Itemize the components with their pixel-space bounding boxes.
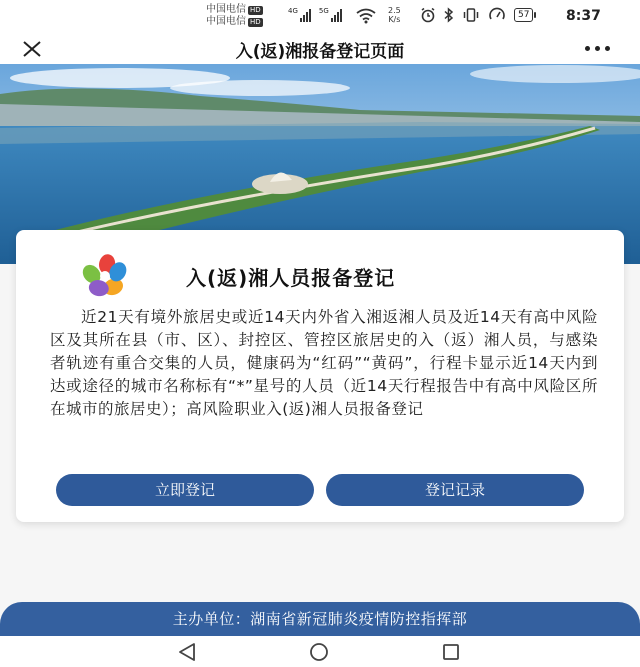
register-now-button[interactable]: 立即登记 bbox=[56, 474, 314, 506]
flower-logo-icon bbox=[70, 254, 140, 298]
carrier-info bbox=[206, 4, 263, 27]
registration-card bbox=[16, 230, 624, 522]
data-saver-icon bbox=[488, 7, 506, 23]
card-description: 近21天有境外旅居史或近14天内外省入湘返湘人员及近14天有高中风险区及其所在县（市、区）、封控区、管控区旅居史的入（返）湘人员，与感染者轨迹有重合交集的人员，健康码为“红码”“黄码”，行程卡显示近14天内到达或途径的城市名称标有“*”星号的人员（近14天行程报告中有高中风险区所在城市的旅居史）；高风险职业入(返)湘人员报备登记 bbox=[50, 308, 598, 418]
alarm-icon bbox=[420, 7, 436, 23]
status-time: 8:37 bbox=[566, 8, 601, 24]
carrier-1: 中国电信 HD bbox=[206, 4, 261, 15]
wifi-icon bbox=[356, 8, 376, 24]
carrier-2: 中国电信 HD bbox=[206, 16, 261, 27]
registration-records-button[interactable]: 登记记录 bbox=[326, 474, 584, 506]
card-title: 入(返)湘人员报备登记 bbox=[186, 266, 396, 290]
status-bar bbox=[0, 0, 640, 32]
hd-badge: HD bbox=[250, 6, 261, 14]
more-icon[interactable] bbox=[585, 46, 610, 51]
system-nav-bar bbox=[0, 636, 640, 667]
back-triangle-icon[interactable] bbox=[176, 642, 198, 662]
network-speed: 2.5 K/s bbox=[388, 6, 401, 24]
battery-icon: 57 bbox=[514, 8, 533, 22]
signal-4g-icon: 4G bbox=[288, 8, 311, 22]
recent-square-icon[interactable] bbox=[441, 643, 461, 661]
title-bar bbox=[0, 32, 640, 64]
vibrate-icon bbox=[462, 7, 480, 23]
home-circle-icon[interactable] bbox=[306, 642, 332, 662]
hd-badge: HD bbox=[250, 18, 261, 26]
signal-5g-icon: 5G bbox=[319, 8, 342, 22]
status-icons bbox=[420, 7, 533, 23]
page-title: 入(返)湘报备登记页面 bbox=[235, 42, 405, 62]
signal-group bbox=[288, 8, 342, 22]
sponsor-footer: 主办单位：湖南省新冠肺炎疫情防控指挥部 bbox=[0, 602, 640, 636]
bluetooth-icon bbox=[444, 7, 454, 23]
